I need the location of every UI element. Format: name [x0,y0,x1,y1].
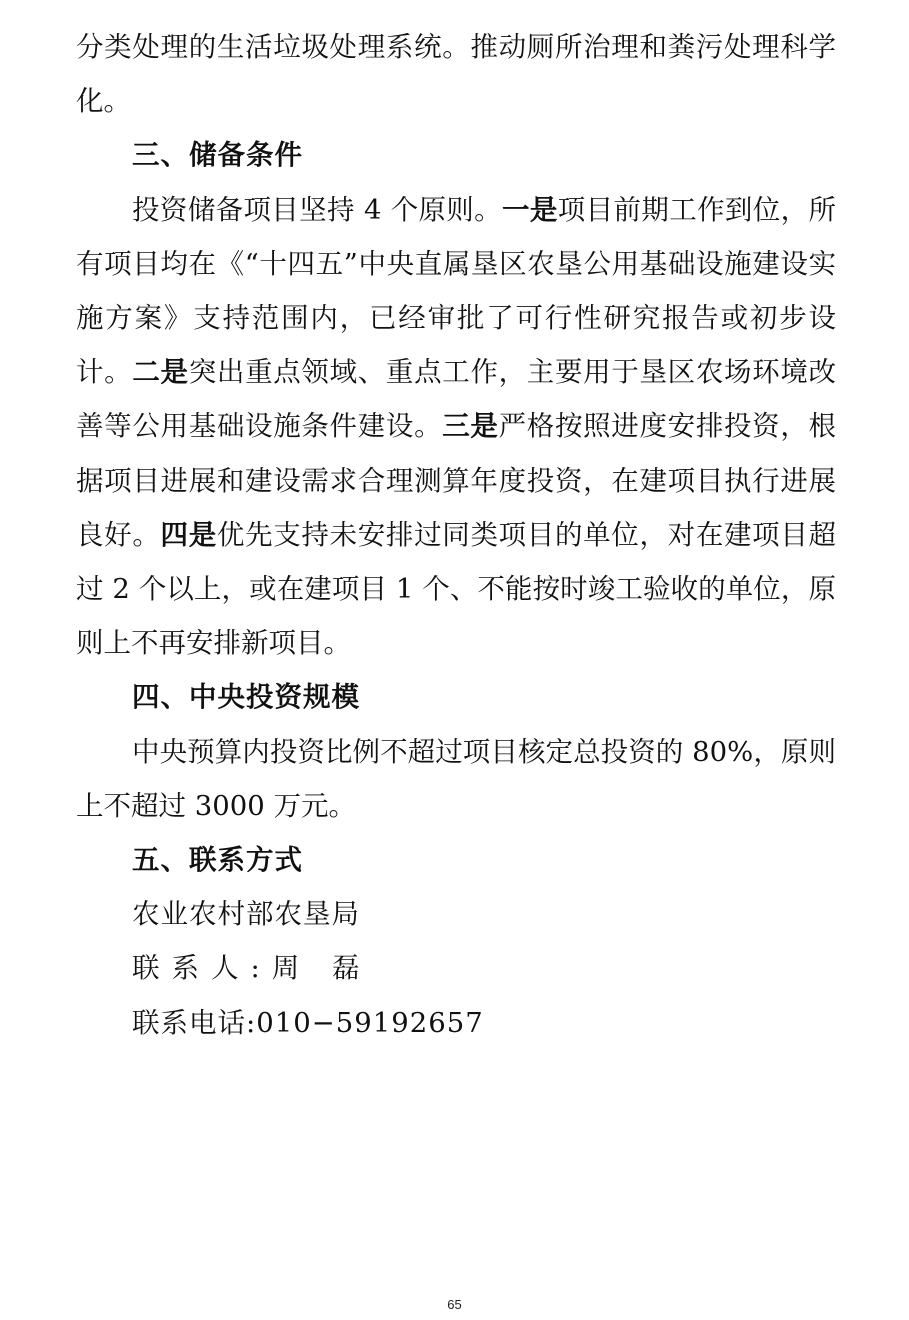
contact-phone-line [76,996,836,1050]
reserve-conditions-paragraph [76,183,836,671]
principle-4-text: 优先支持未安排过同类项目的单位，对在建项目超过 2 个以上，或在建项目 1 个、不能按时竣工验收的单位，原则上不再安排新项目。 [76,518,837,660]
principle-3-label: 三是 [442,410,499,443]
contact-phone-label: 联系电话: [132,1006,257,1039]
section-heading-contact: 五、联系方式 [132,844,303,877]
contact-person-label: 联系人: [132,952,272,985]
principle-2-text: 突出重点领域、重点工作，主要用于垦区农场环境改善等公用基础设施条件建设。 [76,356,837,443]
contact-person-line [76,941,836,995]
page-number: 65 [447,1297,462,1312]
principle-1-text: 项目前期工作到位，所有项目均在《“十四五”中央直属垦区农垦公用基础设施建设实施方案》支持范围内，已经审批了可行性研究报告或初步设计。 [76,193,837,389]
document-body [76,20,836,1050]
principle-4-label: 四是 [160,518,217,551]
principle-3-text: 严格按照进度安排投资，根据项目进展和建设需求合理测算年度投资，在建项目执行进展良好。 [76,410,837,551]
contact-organization: 农业农村部农垦局 [132,898,360,931]
section-heading-investment-scale: 四、中央投资规模 [132,681,360,714]
contact-person-name: 周 磊 [271,952,372,985]
investment-scale-paragraph: 中央预算内投资比例不超过项目核定总投资的 80%，原则上不超过 3000 万元。 [76,735,836,822]
reserve-lead: 投资储备项目坚持 4 个原则。 [132,193,503,226]
section-heading-reserve-conditions: 三、储备条件 [132,139,303,172]
principle-2-label: 二是 [132,356,189,389]
principle-1-label: 一是 [502,193,558,226]
intro-paragraph: 分类处理的生活垃圾处理系统。推动厕所治理和粪污处理科学化。 [76,31,836,118]
contact-phone-value: 010−59192657 [256,1006,484,1039]
